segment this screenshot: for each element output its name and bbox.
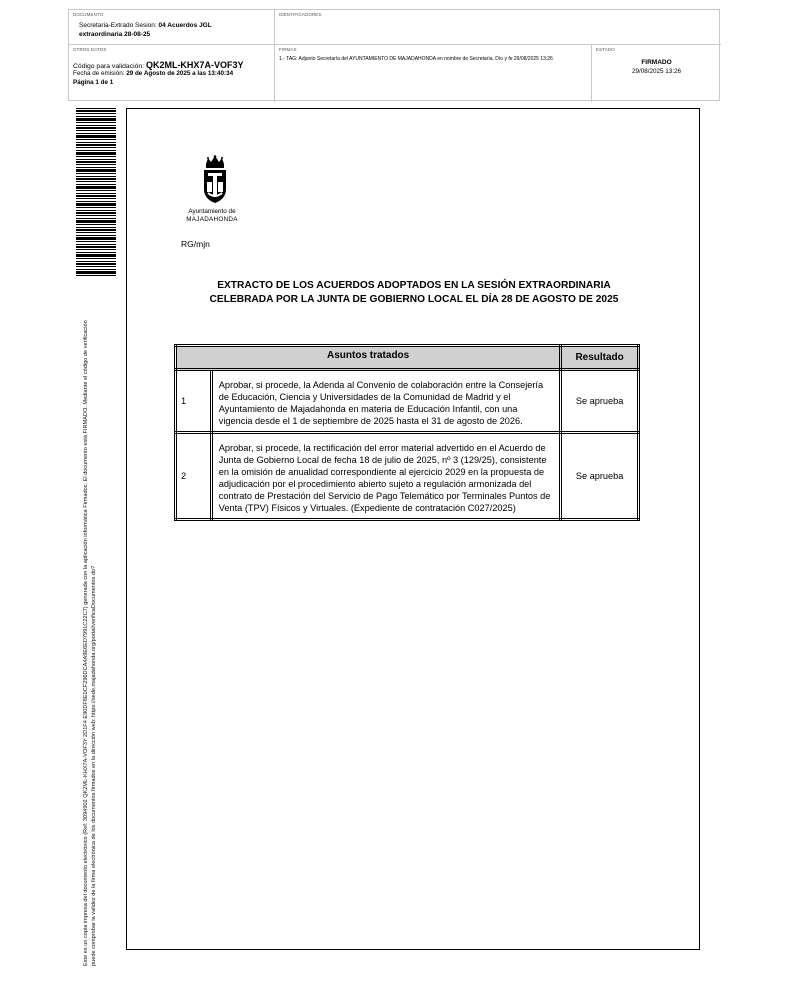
validation-label: Código para validación: [73,63,146,70]
documento-line1-pre: Secretaria-Extrado Sesion: [79,22,159,29]
estado-caption: ESTADO [596,47,615,52]
column-header-resultado: Resultado [561,346,639,370]
logo-text-majadahonda: MAJADAHONDA [186,216,238,223]
otros-caption: OTROS DATOS [73,47,107,52]
documento-name [79,22,269,39]
documento-caption: DOCUMENTO [73,12,104,17]
emission-line [73,70,233,77]
row-description: Aprobar, si procede, la rectificación del error material advertido en el Acuerdo de Junta de Gobierno Local de fecha 18 de julio de 2025, nº 3 (129/25), consistente en la omisión de anualidad correspondiente al ejercicio 2029 en la propuesta de adjudicación por el procedimiento abierto sujeto a regulación armonizada del contrato de Prestación del Servicio de Pago Telemático por Terminales Puntos de Venta (TPV) Físicos y Virtuales. (Expediente de contratación C027/2025) [211,433,560,520]
firmas-text: 1.- TAG: Adjunto Secretaría del AYUNTAMIENTO DE MAJADAHONDA en nombre de Secretaría. Dío y fe 29/08/2025 13:26 [279,56,553,62]
row-number: 2 [176,433,212,520]
column-header-asuntos: Asuntos tratados [176,346,561,370]
validation-line [73,60,243,70]
estado-date: 29/08/2025 13:26 [631,68,682,75]
identificadores-cell [275,10,721,45]
row-number: 1 [176,370,212,433]
page-frame [126,108,700,950]
table-row [176,433,639,520]
reference-initials: RG/mjn [181,239,210,249]
document-title-line1: EXTRACTO DE LOS ACUERDOS ADOPTADOS EN LA SESIÓN EXTRAORDINARIA [217,280,611,291]
documento-line1-bold: 04 Acuerdos JGL [158,22,212,29]
documento-line2-bold: extraordinaria 28-08-25 [79,30,151,38]
barcode [76,108,116,278]
majadahonda-crest-icon [196,155,234,215]
verification-side-text: Este es un copia impresa del documento electrónico (Ref: 3094902 QK2ML-KHX7A-VOF3Y 2D1F4 E90DF8E0CF296DCA4A9E6ED7991C22C7) generada con la aplicación informática Firmadoc. El documento está FIRMADO. Mediante el código de verificación puede comprobar la validez de la firma electrónica de los documentos firmados en la dirección web: https://sede.majadahonda.org/portal/verificaDocumentos.do? [83,320,97,966]
emission-value: 29 de Agosto de 2025 a las 13:40:34 [126,70,234,77]
firmas-caption: FIRMAS [279,47,297,52]
firmas-cell [275,45,592,102]
acuerdos-table [174,344,640,521]
documento-cell [69,10,275,45]
document-title-line2: CELEBRADA POR LA JUNTA DE GOBIERNO LOCAL EL DÍA 28 DE AGOSTO DE 2025 [209,294,619,305]
validation-code: QK2ML-KHX7A-VOF3Y [145,60,244,70]
document-header-box [68,9,720,101]
identificadores-caption: IDENTIFICADORES [279,12,322,17]
table-header-row [176,346,639,370]
row-result: Se aprueba [561,433,639,520]
emission-label: Fecha de emisión: [73,70,127,77]
table-row [176,370,639,433]
estado-status: FIRMADO [641,59,672,66]
otros-datos-cell [69,45,275,102]
row-result: Se aprueba [561,370,639,433]
row-description: Aprobar, si procede, la Adenda al Convenio de colaboración entre la Consejería de Educación, Ciencia y Universidades de la Comunidad de Madrid y el Ayuntamiento de Majadahonda en materia de Educación Infantil, con una vigencia desde el 1 de septiembre de 2025 hasta el 31 de agosto de 2026. [211,370,560,433]
logo-text-ayuntamiento: Ayuntamiento de [188,208,236,215]
page-info: Página 1 de 1 [73,79,114,86]
estado-cell [592,45,721,102]
